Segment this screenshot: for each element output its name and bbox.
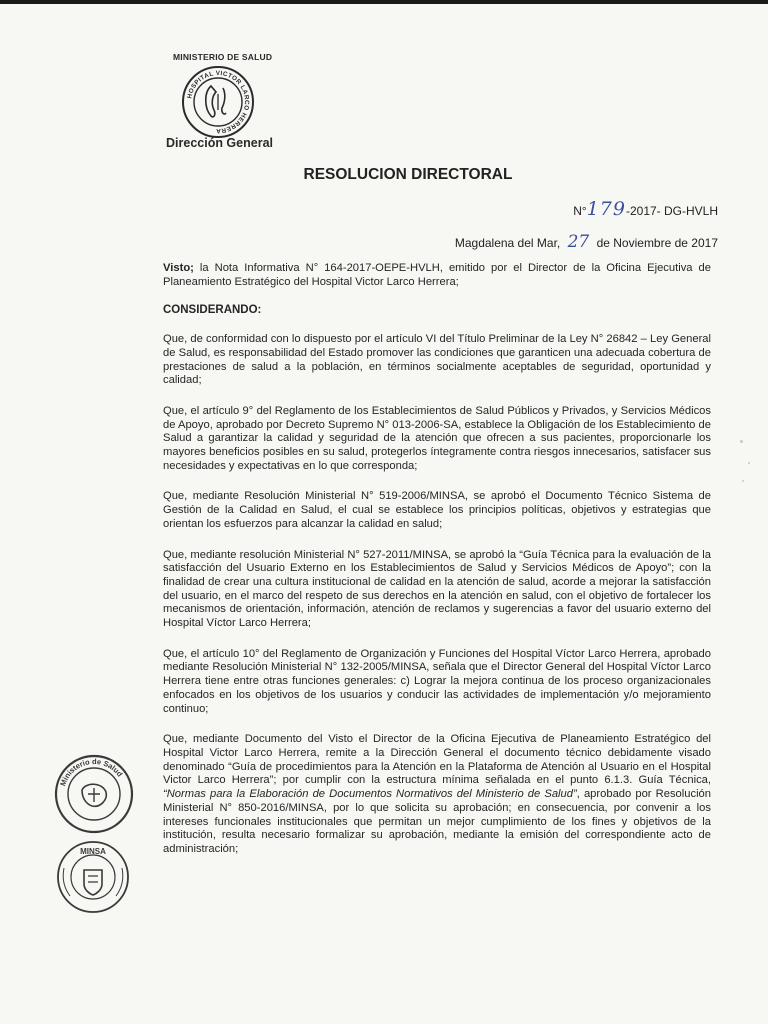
department-label: Dirección General (166, 136, 273, 150)
date-suffix: de Noviembre de 2017 (596, 236, 718, 250)
paragraph-2: Que, el artículo 9° del Reglamento de los Establecimientos de Salud Públicos y Privados, y Servicios Médicos de Apoyo, aprobado por Decreto Supremo N° 013-2006-SA, establece la Obligación de los Establecimiento de Salud a garantizar la calidad y seguridad de la atención que ofrecen a sus pacientes, proporcionarle los mayores beneficios posibles en su salud, protegerlos íntegramente contra riesgos innecesarios, satisfacer sus necesidades y expectativas en lo que corresponda; (163, 404, 711, 472)
resolution-number-prefix: N° (573, 204, 587, 218)
visto-label: Visto; (163, 262, 194, 274)
hospital-seal-logo (180, 64, 256, 140)
scan-artifact (740, 440, 743, 443)
place-prefix: Magdalena del Mar, (454, 236, 561, 250)
document-body (163, 262, 711, 872)
resolution-number (573, 198, 718, 220)
svg-text:Ministerio de Salud: Ministerio de Salud (58, 756, 125, 788)
visto-paragraph (163, 262, 711, 289)
svg-text:HOSPITAL VICTOR LARCO HERRERA: HOSPITAL VICTOR LARCO HERRERA (186, 69, 251, 135)
resolution-number-handwritten: 179 (586, 198, 626, 220)
scan-artifact (748, 462, 750, 464)
ministry-label: MINISTERIO DE SALUD (173, 52, 273, 62)
document-title: RESOLUCION DIRECTORAL (303, 166, 513, 183)
minsa-stamp-text: MINSA (80, 847, 106, 856)
ministry-stamp-icon (52, 752, 136, 836)
scan-artifact (742, 480, 744, 482)
scan-edge-line (0, 0, 768, 4)
paragraph-6-part-b: , aprobado por Resolución Ministerial N° 850-2016/MINSA, por lo que solicita su aprobación; en consecuencia, por convenir a los intereses funcionales institucionales que permitan un mejor cumplimiento de los fines y objetivos de la institución, resulta necesario formalizar su aprobación, mediante la emisión del correspondiente acto de administración; (163, 788, 711, 855)
date-day-handwritten: 27 (567, 232, 590, 252)
paragraph-5: Que, el artículo 10° del Reglamento de Organización y Funciones del Hospital Víctor Larco Herrera, aprobado mediante Resolución Ministerial N° 132-2005/MINSA, señala que el Director General del Hospital Víctor Larco Herrera tiene entre otras funciones generales: c) Lograr la mejora continua de los proceso organizacionales enfocados en los objetivos de los usuarios y conducir las actividades de implementación y/o mejoramiento continuo; (163, 647, 711, 715)
paragraph-3: Que, mediante Resolución Ministerial N° 519-2006/MINSA, se aprobó el Documento Técnico Sistema de Gestión de la Calidad en Salud, el cual se establece los principios políticas, objetivos y estrategias que orientan los esfuerzos para alcanzar la calidad en salud; (163, 490, 711, 530)
resolution-number-suffix: -2017- DG-HVLH (625, 204, 718, 218)
paragraph-4: Que, mediante resolución Ministerial N° 527-2011/MINSA, se aprobó la “Guía Técnica para la evaluación de la satisfacción del Usuario Externo en los Establecimientos de Salud y Servicios Médicos de Apoyo”; con la finalidad de crear una cultura institucional de calidad en la atención de salud, acorde a mejorar la satisfacción del usuario, en el marco del respeto de sus derechos en la atención en salud, con el objetivo de fortalecer los mecanismos de orientación, información, atención de reclamos y sugerencias a favor del usuario externo del Hospital Víctor Larco Herrera; (163, 548, 711, 630)
paragraph-6 (163, 733, 711, 856)
place-date-line (455, 232, 718, 252)
paragraph-1: Que, de conformidad con lo dispuesto por el artículo VI del Título Preliminar de la Ley N° 26842 – Ley General de Salud, es responsabilidad del Estado promover las condiciones que garanticen una adecuada cobertura de prestaciones de salud a la población, en términos socialmente aceptables de seguridad, oportunidad y calidad; (163, 333, 711, 387)
minsa-stamp-icon (54, 838, 132, 916)
paragraph-6-italic: “Normas para la Elaboración de Documentos Normativos del Ministerio de Salud” (163, 788, 577, 801)
visto-text: la Nota Informativa N° 164-2017-OEPE-HVLH, emitido por el Director de la Oficina Ejecutiva de Planeamiento Estratégico del Hospital Victor Larco Herrera; (163, 262, 711, 288)
considerando-heading: CONSIDERANDO: (163, 304, 262, 317)
paragraph-6-part-a: Que, mediante Documento del Visto el Director de la Oficina Ejecutiva de Planeamiento Estratégico del Hospital Victor Larco Herrera, remite a la Dirección General el documento técnico debidamente visado denominado “Guía de procedimientos para la Atención en la Plataforma de Atención al Usuario en el Hospital Victor Larco Herrera”; por cumplir con la estructura mínima señalada en el punto 6.1.3. Guía Técnica, (163, 733, 711, 787)
